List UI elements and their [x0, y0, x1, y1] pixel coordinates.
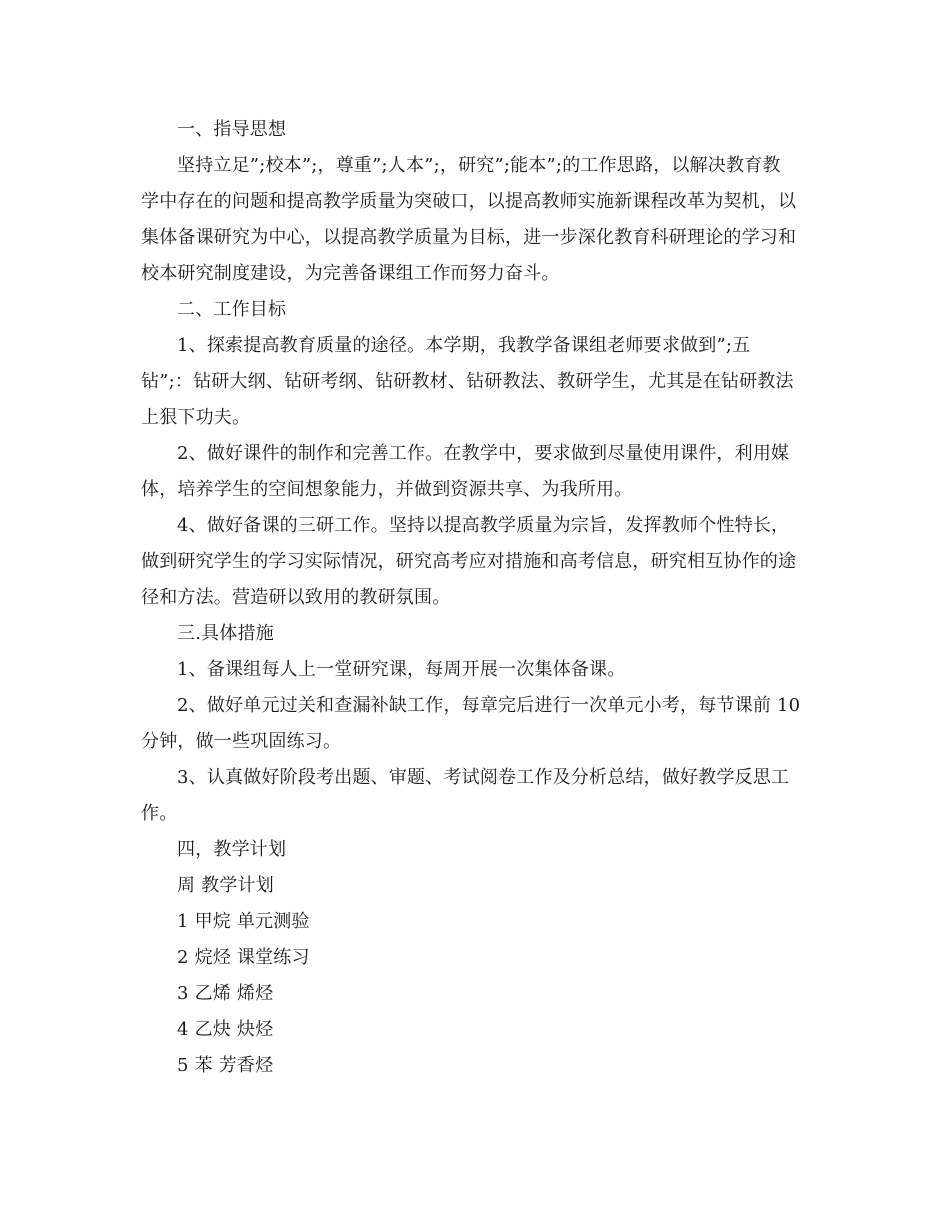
text-line: 一、指导思想	[177, 119, 287, 140]
text-line: 4 乙炔 炔烃	[177, 1019, 274, 1040]
text-line: 体，培养学生的空间想象能力，并做到资源共享、为我所用。	[141, 479, 633, 500]
plan-row	[141, 1012, 813, 1048]
text-line: 校本研究制度建设，为完善备课组工作而努力奋斗。	[141, 263, 560, 284]
text-line: 作。	[141, 803, 178, 824]
section-heading-teaching-plan	[141, 832, 813, 868]
text-line: 二、工作目标	[177, 299, 287, 320]
plan-header-row	[141, 868, 813, 904]
text-line: 四，教学计划	[177, 839, 287, 860]
text-line: 1 甲烷 单元测验	[177, 911, 310, 932]
text-line: 5 苯 芳香烃	[177, 1055, 274, 1076]
text-line: 周 教学计划	[177, 875, 274, 896]
text-line: 做到研究学生的学习实际情况，研究高考应对措施和高考信息，研究相互协作的途	[141, 551, 797, 572]
text-line: 1、备课组每人上一堂研究课，每周开展一次集体备课。	[177, 659, 626, 680]
document-body	[141, 112, 813, 1084]
plan-row	[141, 940, 813, 976]
text-line: 钻”;：钻研大纲、钻研考纲、钻研教材、钻研教法、教研学生，尤其是在钻研教法	[141, 371, 794, 392]
paragraph-measure-1	[141, 652, 813, 688]
text-line: 2 烷烃 课堂练习	[177, 947, 310, 968]
paragraph-goal-1	[141, 328, 813, 436]
text-line: 3、认真做好阶段考出题、审题、考试阅卷工作及分析总结，做好教学反思工	[177, 767, 790, 788]
text-line: 学中存在的问题和提高教学质量为突破口，以提高教师实施新课程改革为契机，以	[141, 191, 797, 212]
section-heading-measures	[141, 616, 813, 652]
text-line: 集体备课研究为中心，以提高教学质量为目标，进一步深化教育科研理论的学习和	[141, 227, 797, 248]
text-line: 分钟，做一些巩固练习。	[141, 731, 342, 752]
text-line: 2、做好单元过关和查漏补缺工作，每章完后进行一次单元小考，每节课前 10	[177, 695, 801, 716]
plan-row	[141, 976, 813, 1012]
text-line: 3 乙烯 烯烃	[177, 983, 274, 1004]
paragraph-goal-2	[141, 436, 813, 508]
text-line: 坚持立足”;校本”;，尊重”;人本”;，研究”;能本”;的工作思路，以解决教育教	[177, 155, 781, 176]
paragraph-goal-4	[141, 508, 813, 616]
text-line: 三.具体措施	[177, 623, 274, 644]
text-line: 4、做好备课的三研工作。坚持以提高教学质量为宗旨，发挥教师个性特长，	[177, 515, 790, 536]
section-heading-work-goals	[141, 292, 813, 328]
text-line: 上狠下功夫。	[141, 407, 251, 428]
paragraph-measure-3	[141, 760, 813, 832]
plan-row	[141, 1048, 813, 1084]
text-line: 径和方法。营造研以致用的教研氛围。	[141, 587, 451, 608]
text-line: 2、做好课件的制作和完善工作。在教学中，要求做到尽量使用课件，利用媒	[177, 443, 790, 464]
text-line: 1、探索提高教育质量的途径。本学期，我教学备课组老师要求做到”;五	[177, 335, 751, 356]
plan-row	[141, 904, 813, 940]
paragraph-measure-2	[141, 688, 813, 760]
section-heading-guiding-thought	[141, 112, 813, 148]
paragraph-guiding-thought	[141, 148, 813, 292]
